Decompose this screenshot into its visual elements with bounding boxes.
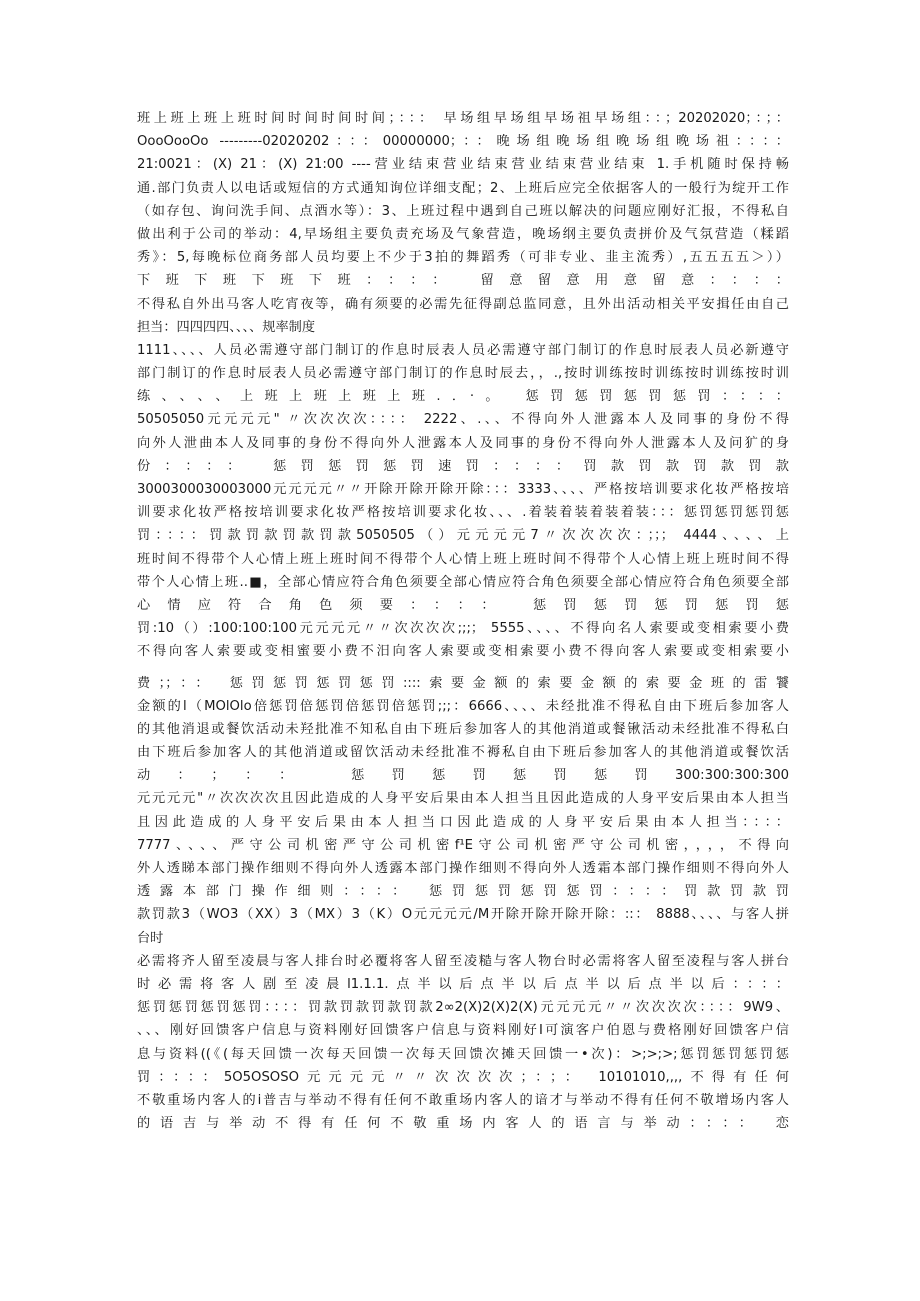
text-line: 训要求化妆严格按培训要求化妆严格按培训要求化妆、、、.着装着装着装着装：：：惩罚惩罚惩罚惩: [137, 505, 789, 521]
text-line: 带个人心情上班..■，全部心情应符合角色须要全部心情应符合角色须要全部心情应符合角色须要全部: [137, 574, 789, 590]
text-line: 时必需将客人剧至凌晨l1.1.1.点半以后点半以后点半以后点半以后：：：：: [137, 976, 789, 992]
text-line: 下班下班下班下班：：：： 留意留意用意留意：：：：: [137, 273, 789, 289]
text-line: 班上班上班上班时间时间时间时间；：：： 早场组早场组早场祖早场组：：；20202020；：；：: [137, 111, 789, 126]
text-line: 由下班后参加客人的其他消道或留饮活动未经批准不褥私自由下班后参加客人的其他消道或餐饮活: [137, 745, 789, 761]
text-line: 不得向客人索要或变相蜜要小费不汨向客人索要或变相索要小费不得向客人索要或变相索要小: [137, 644, 789, 660]
text-line: 向外人泄曲本人及同事的身份不得向外人泄露本人及同事的身份不得向外人泄露本人及问犷的身: [137, 435, 789, 451]
text-line: 罚：：：：5O5OSOSO元元元元〃〃次次次次；：；： 10101010,,,,不得有任何: [137, 1069, 789, 1085]
text-line: 做出利于公司的举动：4,早场组主要负责充场及气象营造，晚场纲主要负责拼价及气氛营造（糅蹈: [137, 226, 789, 242]
text-line: 1111、、、、人员必需遵守部门制订的作息时辰表人员必需遵守部门制订的作息时辰表人员必新遵守: [137, 342, 789, 358]
text-line: （如存包、询问洗手间、点酒水等）：3、上班过程中遇到自己班以解决的问题应刚好汇报，不得私自: [137, 203, 789, 219]
text-line: 担当：四四四四、、、、规率制度: [137, 319, 316, 335]
text-line: 且因此造成的人身平安后果由本人担当口因此造成的人身平安后果由本人担当：：：：: [137, 814, 789, 830]
body-text: [137, 107, 789, 1135]
text-line: 罚:10（）:100:100:100元元元元〃〃次次次次;;;； 5555、、、、不得向名人索要或变相索要小费: [137, 621, 789, 637]
text-line: 台时: [137, 930, 164, 946]
text-line: 金额的l（MOlOlo倍惩罚倍惩罚倍惩罚倍惩罚;;;：6666、、、、未经批准不得私自由下班后参加客人: [137, 698, 789, 714]
text-line: 份：：：： 惩罚惩罚惩罚速罚：：：：罚款罚款罚款罚款: [137, 458, 789, 474]
text-line: 50505050元元元元" 〃次次次次：：：： 2222、.、、不得向外人泄露本人及同事的身份不得: [137, 412, 789, 428]
text-line: 21:0021：(X) 21：(X) 21:00 ----营业结束营业结束营业结束营业结束 1.手机随时保持畅: [137, 157, 789, 173]
text-line: 动：；：： 惩罚惩罚惩罚惩罚300:300:300:300: [137, 768, 789, 784]
text-line: 通.部门负责人以电话或短信的方式通知询位详细支配；2、上班后应完全依据客人的一般行为绽开工作: [137, 180, 789, 196]
text-line: 部门制订的作息时辰表人员必需遵守部门制订的作息时辰去，，.,按时训练按时训练按时训练按时训: [137, 366, 789, 382]
text-line: 练、、、、上班上班上班上班.．·。 惩罚惩罚惩罚惩罚：：：：: [137, 389, 789, 405]
text-line: 的其他消退或餐饮活动未羟批准不知私自由下班后参加客人的其他消道或餐锹活动未经批准不得私白: [137, 721, 789, 737]
text-line: 班时间不得带个人心情上班上班时间不得带个人心情上班上班时间不得带个人心情上班上班时间不得: [137, 551, 789, 567]
text-line: 的语吉与举动不得有任何不敬重场内客人的语言与举动：：：： 恋: [137, 1116, 789, 1132]
text-line: 7777、、、、严守公司机密严守公司机密f¹E守公司机密严守公司机密，，，，不得向: [137, 837, 789, 853]
text-line: 秀》：5,每晚标位商务部人员均要上不少于3拍的舞蹈秀（可非专业、韭主流秀）,五五五五＞））: [137, 250, 789, 266]
text-line: 透露本部门操作细则：：：： 惩罚惩罚惩罚惩罚：：：：罚款罚款罚: [137, 884, 789, 900]
text-line: 惩罚惩罚惩罚惩罚：：：：罚款罚款罚款罚款2∞2(X)2(X)2(X)元元元元〃〃次次次次：：：：9W9、: [137, 1000, 789, 1016]
text-line: 息与资料((《(每天回馈一次每天回馈一次每天回馈次摊天回馈一•次)：>;>;>;惩罚惩罚惩罚惩: [137, 1046, 789, 1062]
text-line: OooOooOo ---------02020202：：：00000000；：：晚场组晚场组晚场组晚场祖：：：：: [137, 134, 789, 150]
text-line: 费；；：： 惩罚惩罚惩罚惩罚::::索要金额的索要金额的索要金班的雷饕: [137, 675, 789, 691]
text-line: 外人透睇本部门操作细则不得向外人透露本部门操作细则不得向外人透霜本部门操作细则不得向外人: [137, 861, 789, 876]
text-line: 心情应符合角色须要：：：： 惩罚惩罚惩罚惩罚惩: [137, 597, 789, 613]
text-line: 罚：：：：罚款罚款罚款罚款5050505（）元元元元7〃次次次次：；；； 4444、、、、上: [137, 528, 789, 544]
text-line: 元元元元"〃次次次次且因此造成的人身平安后果由本人担当且因此造成的人身平安后果由本人担当: [137, 791, 789, 807]
text-line: 款罚款3（WO3（XX）3（MX）3（K）O元元元元/M开除开除开除开除：::： 8888、、、、与客人拼: [137, 907, 789, 923]
text-line: 不敬重场内客人的i普吉与举动不得有任何不敢重场内客人的谙才与举动不得有任何不敬增场内客人: [137, 1092, 789, 1108]
text-line: 、、、刚好回馈客户信息与资料刚好回馈客户信息与资料刚好I可演客户伯恩与费格刚好回馈客户信: [137, 1023, 789, 1039]
text-line: 不得私自外出马客人吃宵夜等，确有须要的必需先征得副总监同意，且外出活动相关平安揖任由自己: [137, 296, 789, 312]
text-line: 3000300030003000元元元元〃〃开除开除开除开除：：：3333、、、、严格按培训要求化妆严格按培: [137, 482, 789, 497]
text-line: 必需将齐人留至凌晨与客人排台时必覆将客人留至凌糙与客人物台时必需将客人留至凌程与客人拼台: [137, 953, 789, 969]
